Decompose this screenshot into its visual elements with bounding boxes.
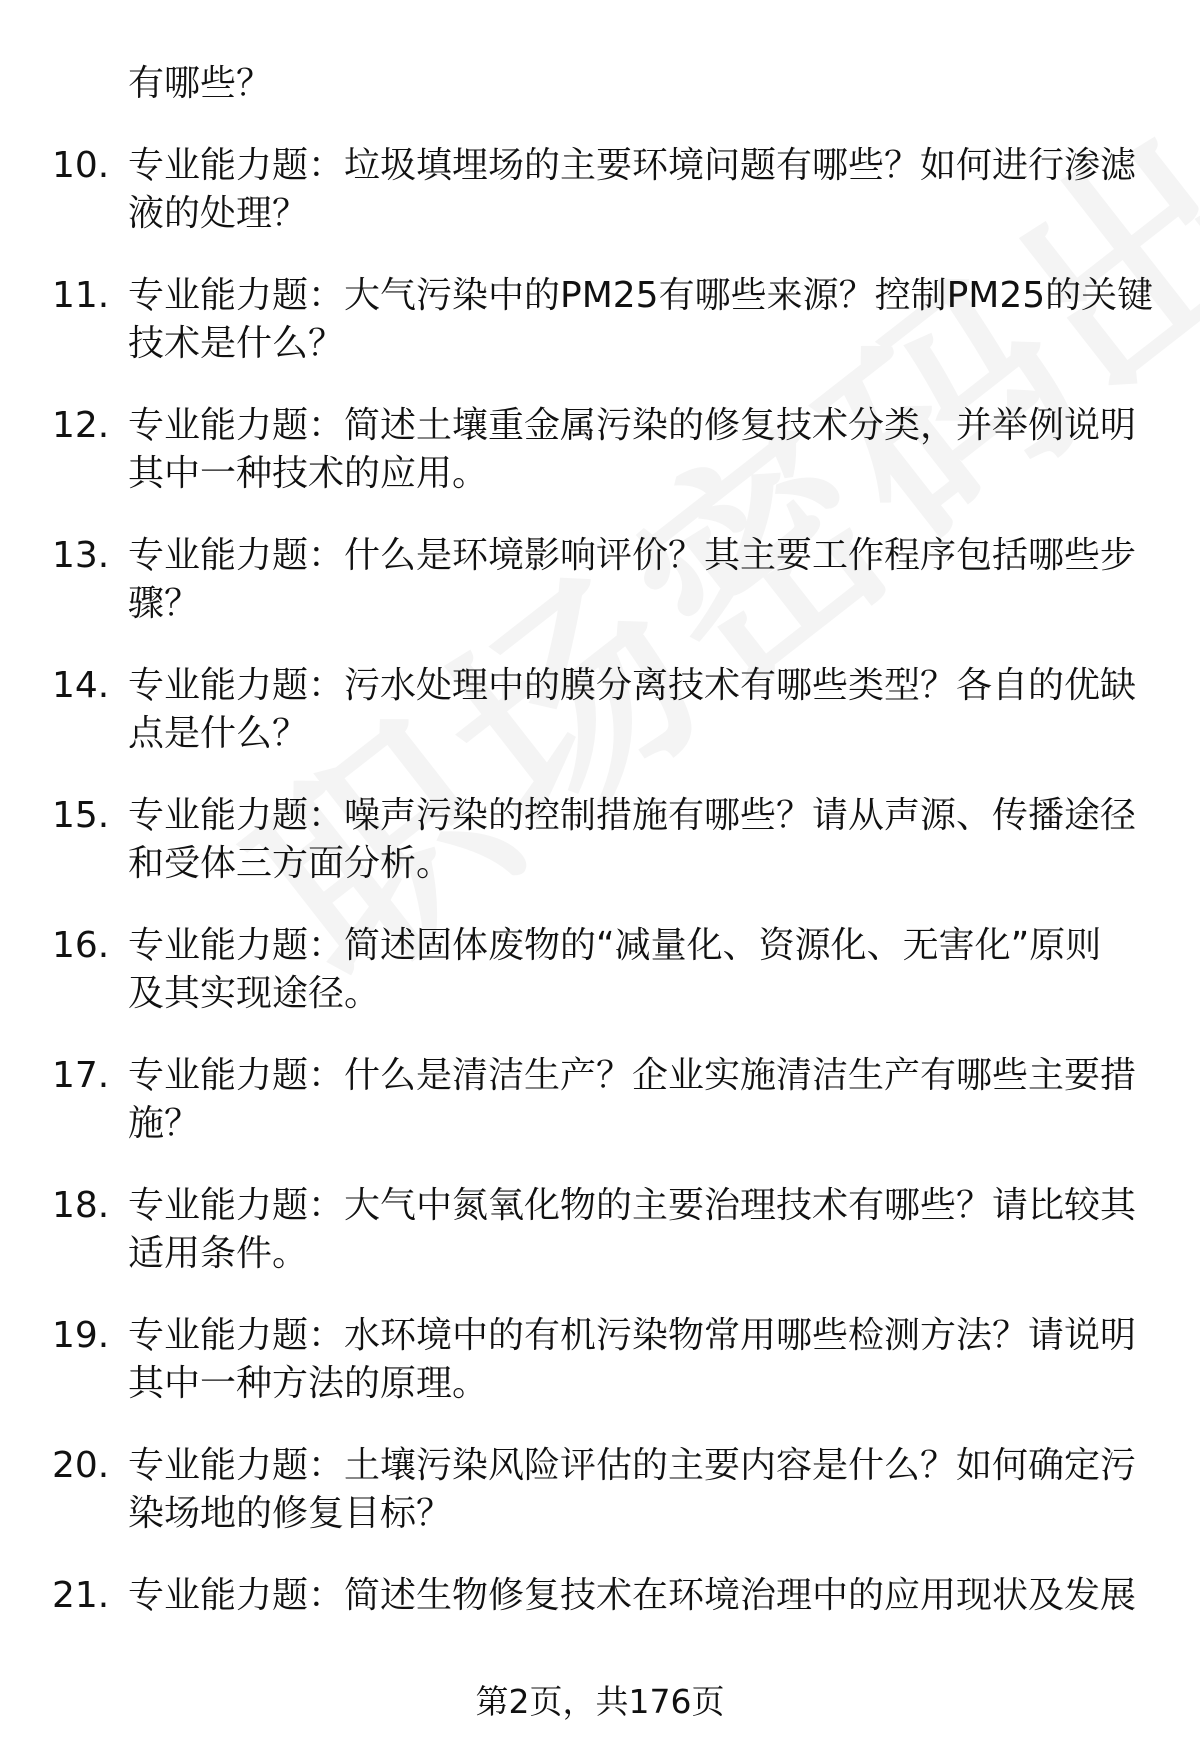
question-text: 专业能力题：大气污染中的PM25有哪些来源？控制PM25的关键 技术是什么？: [128, 275, 1154, 364]
question-item: [0, 1052, 1200, 1182]
question-number: 11.: [52, 275, 110, 316]
question-number: 20.: [52, 1445, 110, 1486]
question-number: 16.: [52, 925, 110, 966]
question-number: 15.: [52, 795, 110, 836]
question-item: [0, 792, 1200, 922]
question-number: 18.: [52, 1185, 110, 1226]
question-text: 专业能力题：大气中氮氧化物的主要治理技术有哪些？请比较其 适用条件。: [128, 1185, 1137, 1274]
question-text: 专业能力题：垃圾填埋场的主要环境问题有哪些？如何进行渗滤 液的处理？: [128, 145, 1137, 234]
question-number: 13.: [52, 535, 110, 576]
question-text: 专业能力题：土壤污染风险评估的主要内容是什么？如何确定污 染场地的修复目标？: [128, 1445, 1137, 1534]
question-item: [0, 1442, 1200, 1572]
question-item: [0, 1182, 1200, 1312]
question-text: 专业能力题：简述固体废物的“减量化、资源化、无害化”原则 及其实现途径。: [128, 925, 1102, 1014]
question-text: 专业能力题：什么是清洁生产？企业实施清洁生产有哪些主要措 施？: [128, 1055, 1137, 1144]
question-number: 10.: [52, 145, 110, 186]
page-footer: 第2页，共176页: [475, 1682, 725, 1721]
question-item: [0, 922, 1200, 1052]
question-text: 专业能力题：什么是环境影响评价？其主要工作程序包括哪些步 骤？: [128, 535, 1137, 624]
question-number: 14.: [52, 665, 110, 706]
question-item: [0, 532, 1200, 662]
question-number: 21.: [52, 1575, 110, 1616]
question-number: 12.: [52, 405, 110, 446]
question-text: 专业能力题：简述生物修复技术在环境治理中的应用现状及发展: [128, 1575, 1137, 1616]
question-item: [0, 142, 1200, 272]
question-item: [0, 1312, 1200, 1442]
question-text: 专业能力题：简述土壤重金属污染的修复技术分类，并举例说明 其中一种技术的应用。: [128, 405, 1137, 494]
question-list: [0, 142, 1200, 1702]
question-item: [0, 272, 1200, 402]
question-text: 专业能力题：噪声污染的控制措施有哪些？请从声源、传播途径 和受体三方面分析。: [128, 795, 1137, 884]
question-number: 19.: [52, 1315, 110, 1356]
question-text: 专业能力题：水环境中的有机污染物常用哪些检测方法？请说明 其中一种方法的原理。: [128, 1315, 1137, 1404]
question-item: [0, 402, 1200, 532]
question-item: [0, 662, 1200, 792]
continued-question-text: 有哪些？: [128, 63, 273, 104]
question-number: 17.: [52, 1055, 110, 1096]
question-text: 专业能力题：污水处理中的膜分离技术有哪些类型？各自的优缺 点是什么？: [128, 665, 1137, 754]
